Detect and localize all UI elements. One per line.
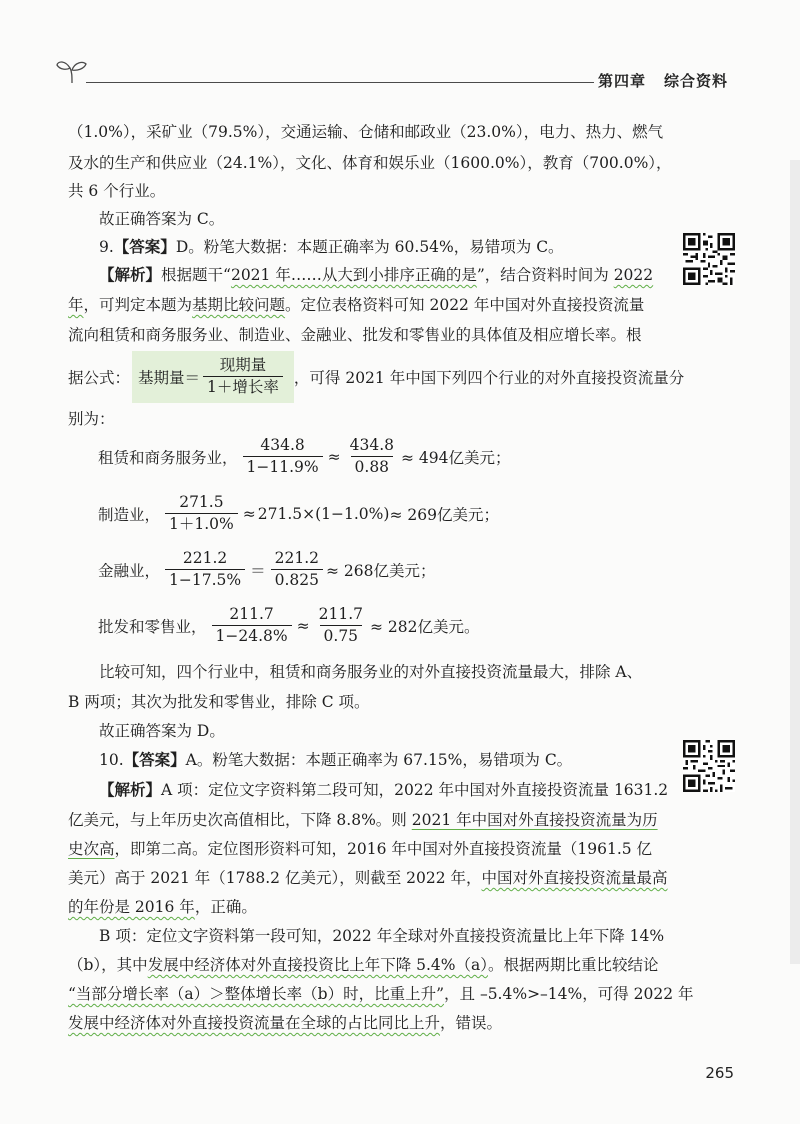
calc-result: ≈ 269亿美元； — [389, 505, 499, 524]
text-line — [68, 808, 658, 830]
calc-fraction — [165, 493, 238, 535]
text-span: ，正确。 — [194, 898, 257, 916]
text-line — [68, 1011, 502, 1033]
text-span: 根据题干“ — [161, 266, 231, 284]
conclusion-q9: 故正确答案为 D。 — [99, 722, 225, 740]
fraction-numerator: 271.5 — [179, 493, 224, 511]
calculation-row — [98, 549, 436, 591]
highlight-span: 的年份是 2016 年 — [68, 898, 195, 916]
fraction-numerator: 现期量 — [219, 356, 267, 374]
calc-result: ≈ 494亿美元； — [400, 448, 511, 467]
text-line: 比较可知，四个行业中，租赁和商务服务业的对外直接投资流量最大，排除 A、 — [99, 663, 643, 681]
calc-result: ≈ 282亿美元。 — [369, 617, 480, 636]
text-line: B 两项；其次为批发和零售业，排除 C 项。 — [68, 693, 370, 711]
analysis-tag: 【解析】 — [99, 781, 162, 799]
fraction-numerator: 211.7 — [229, 605, 274, 623]
operator: ≈ — [242, 504, 256, 523]
highlight-span: 基期比较问题 — [192, 296, 286, 314]
header-rule — [86, 82, 594, 83]
fraction-numerator: 434.8 — [260, 436, 305, 454]
text-line: （1.0%），采矿业（79.5%），交通运输、仓储和邮政业（23.0%），电力、热力、燃气 — [68, 123, 664, 141]
sprout-icon — [55, 58, 89, 84]
qr-code-icon[interactable] — [683, 233, 735, 285]
text-line — [68, 293, 644, 315]
text-span: ，错误。 — [440, 1014, 503, 1032]
running-header — [598, 70, 728, 91]
chapter-label: 第四章 — [598, 72, 647, 90]
conclusion-q8: 故正确答案为 C。 — [99, 210, 225, 228]
answer-tag: 【答案】 — [123, 751, 186, 769]
page-edge-shadow — [790, 160, 800, 964]
q9-analysis-line — [99, 263, 653, 285]
highlight-span: 发展中经济体对外直接投资比上年下降 5.4%（a） — [147, 956, 488, 974]
question-number: 10. — [99, 751, 124, 769]
text-line: 别为： — [68, 410, 115, 428]
calc-label: 批发和零售业， — [98, 617, 207, 636]
fraction-numerator: 434.8 — [349, 436, 394, 454]
highlight-span: 2021 年……从大到小排序正确的是 — [230, 266, 477, 284]
calc-fraction — [315, 605, 367, 647]
fraction-denominator: 1−11.9% — [243, 456, 323, 477]
fraction-denominator: 0.825 — [271, 569, 323, 590]
text-span: （b），其中 — [68, 956, 148, 974]
calc-fraction — [346, 436, 398, 478]
operator: ≈ — [327, 447, 341, 466]
text-span: ”，结合资料时间为 — [476, 266, 614, 284]
calc-fraction — [271, 549, 323, 591]
fraction-denominator: 0.75 — [320, 625, 363, 646]
highlight-span: 年 — [68, 296, 84, 314]
calc-label: 制造业， — [98, 505, 161, 524]
section-label: 综合资料 — [664, 72, 729, 90]
highlight-span: 2022 — [613, 266, 654, 284]
question-number: 9. — [99, 238, 114, 256]
calculation-row — [98, 436, 510, 478]
fraction-denominator: 0.88 — [351, 456, 394, 477]
calc-label: 租赁和商务服务业， — [98, 448, 238, 467]
fraction-denominator: 1−24.8% — [212, 625, 292, 646]
text-line: 及水的生产和供应业（24.1%），文化、体育和娱乐业（1600.0%），教育（700.0%）， — [68, 154, 672, 172]
page-number: 265 — [705, 1064, 734, 1082]
fraction-denominator: 1＋1.0% — [165, 513, 238, 534]
highlight-span: 中国对外直接投资流量最高 — [481, 869, 668, 887]
answer-text: D。粉笔大数据：本题正确率为 60.54%，易错项为 C。 — [175, 238, 564, 256]
fraction-numerator: 221.2 — [274, 549, 319, 567]
analysis-tag: 【解析】 — [99, 266, 162, 284]
text-span: 据公式： — [68, 368, 131, 387]
fraction-numerator: 221.2 — [182, 549, 228, 567]
calc-fraction — [243, 436, 323, 478]
text-line — [68, 895, 257, 917]
calc-fraction — [165, 549, 245, 591]
text-span: ，可得 2021 年中国下列四个行业的对外直接投资流量分 — [293, 368, 685, 387]
operator: ≈ — [296, 616, 310, 635]
formula-highlight — [132, 351, 294, 403]
q10-analysis-line — [99, 778, 668, 800]
text-span: 。定位表格资料可知 2022 年中国对外直接投资流量 — [285, 296, 645, 314]
operator: ＝ — [250, 561, 266, 580]
calc-result: ≈ 268亿美元； — [326, 561, 436, 580]
answer-tag: 【答案】 — [113, 238, 176, 256]
formula-line — [68, 351, 684, 403]
text-line: B 项：定位文字资料第一段可知，2022 年全球对外直接投资流量比上年下降 14% — [99, 927, 665, 945]
q10-answer-line — [99, 748, 572, 770]
answer-text: A。粉笔大数据：本题正确率为 67.15%，易错项为 C。 — [185, 751, 573, 769]
calc-fraction — [212, 605, 292, 647]
formula-label: 基期量＝ — [138, 368, 201, 387]
text-line — [68, 953, 659, 975]
text-span: 美元）高于 2021 年（1788.2 亿美元），则截至 2022 年， — [68, 869, 482, 887]
text-span: ，即第二高。定位图形资料可知，2016 年中国对外直接投资流量（1961.5 亿 — [114, 840, 653, 858]
fraction-numerator: 211.7 — [318, 605, 363, 623]
text-span: ，且 –5.4%>–14%，可得 2022 年 — [444, 985, 694, 1003]
text-line — [68, 982, 694, 1004]
text-span: A 项：定位文字资料第二段可知，2022 年中国对外直接投资流量 1631.2 — [161, 781, 669, 799]
formula-fraction — [203, 356, 283, 398]
highlight-span: “当部分增长率（a）＞整体增长率（b）时，比重上升” — [68, 985, 445, 1003]
highlight-span: 史次高 — [68, 840, 115, 858]
text-span: 。根据两期比重比较结论 — [488, 956, 659, 974]
text-span: ，可判定本题为 — [83, 296, 193, 314]
calculation-row — [98, 493, 499, 535]
qr-code-icon[interactable] — [683, 740, 735, 792]
fraction-denominator: 1＋增长率 — [203, 376, 283, 397]
text-line: 流向租赁和商务服务业、制造业、金融业、批发和零售业的具体值及相应增长率。根 — [68, 326, 642, 344]
fraction-denominator: 1−17.5% — [165, 569, 245, 590]
highlight-span: 发展中经济体对外直接投资流量在全球的占比同比上升 — [68, 1014, 441, 1032]
calculation-row — [98, 605, 479, 647]
calc-expression: 271.5×(1−1.0%) — [257, 504, 390, 523]
calc-label: 金融业， — [98, 561, 161, 580]
text-line: 共 6 个行业。 — [68, 182, 166, 200]
text-line — [68, 837, 652, 859]
text-line — [68, 866, 668, 888]
highlight-span: 2021 年中国对外直接投资流量为历 — [411, 811, 658, 829]
q9-answer-line — [99, 235, 564, 257]
text-span: 亿美元，与上年历史次高值相比，下降 8.8%。则 — [68, 811, 412, 829]
